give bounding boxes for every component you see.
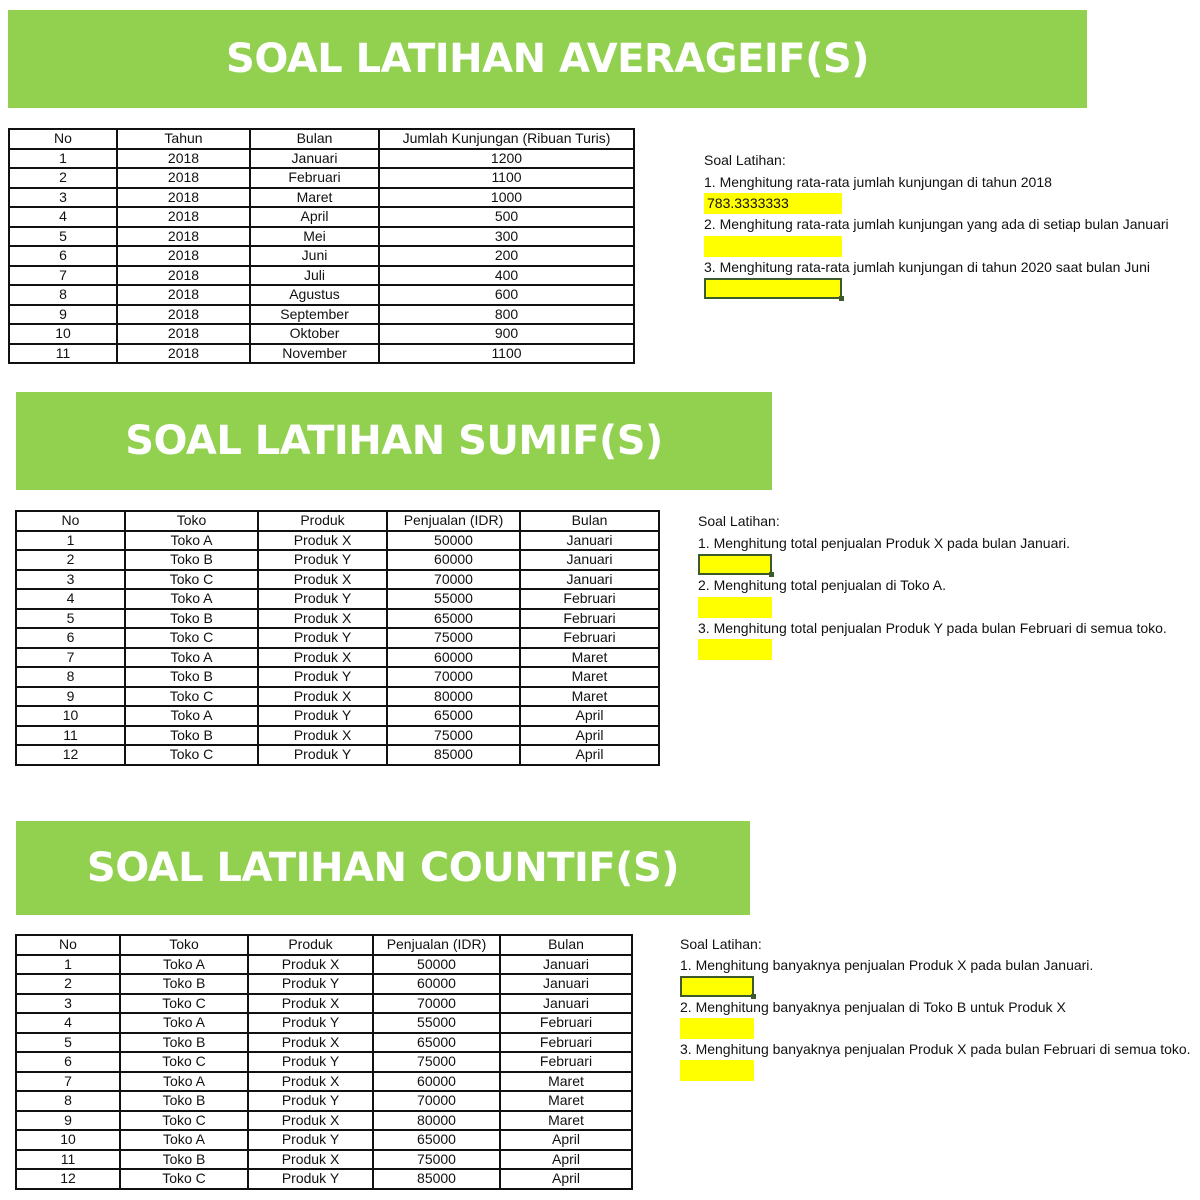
cell-penjualan[interactable]: 50000 <box>373 955 500 975</box>
table-row <box>16 1052 632 1072</box>
cell-produk[interactable]: Produk X <box>248 1111 373 1131</box>
column-header-bulan[interactable]: Bulan <box>250 129 379 149</box>
table-row <box>16 628 659 648</box>
cell-bulan[interactable]: Januari <box>250 149 379 169</box>
cell-bulan[interactable]: April <box>520 726 659 746</box>
cell-toko[interactable]: Toko C <box>120 1111 248 1131</box>
table-row <box>9 285 634 305</box>
column-header-toko[interactable]: Toko <box>120 935 248 955</box>
cell-no[interactable]: 6 <box>16 1052 120 1072</box>
cell-no[interactable]: 8 <box>16 1091 120 1111</box>
cell-toko[interactable]: Toko A <box>125 589 258 609</box>
cell-penjualan[interactable]: 55000 <box>387 589 520 609</box>
question-1: 1. Menghitung total penjualan Produk X pada bulan Januari. <box>698 534 1071 551</box>
table-row <box>16 1130 632 1150</box>
cell-no[interactable]: 3 <box>16 994 120 1014</box>
question-1: 1. Menghitung banyaknya penjualan Produk X pada bulan Januari. <box>680 957 1094 973</box>
cell-toko[interactable]: Toko C <box>125 628 258 648</box>
cell-bulan[interactable]: Oktober <box>250 324 379 344</box>
cell-toko[interactable]: Toko B <box>120 1150 248 1170</box>
cell-jumlah[interactable]: 600 <box>379 285 634 305</box>
cell-penjualan[interactable]: 70000 <box>373 1091 500 1111</box>
cell-bulan[interactable]: April <box>500 1169 632 1189</box>
table-row <box>16 1013 632 1033</box>
cell-no[interactable]: 2 <box>16 974 120 994</box>
cell-toko[interactable]: Toko B <box>125 667 258 687</box>
cell-bulan[interactable]: April <box>500 1130 632 1150</box>
cell-no[interactable]: 1 <box>16 955 120 975</box>
table-row <box>16 974 632 994</box>
cell-tahun[interactable]: 2018 <box>117 285 250 305</box>
cell-no[interactable]: 5 <box>16 609 125 629</box>
cell-toko[interactable]: Toko A <box>120 1072 248 1092</box>
cell-produk[interactable]: Produk Y <box>258 706 387 726</box>
cell-no[interactable]: 9 <box>16 687 125 707</box>
averageif-title: SOAL LATIHAN AVERAGEIF(S) <box>226 36 869 82</box>
sumif-title-banner <box>16 392 772 490</box>
cell-penjualan[interactable]: 85000 <box>387 745 520 765</box>
cell-bulan[interactable]: Januari <box>500 974 632 994</box>
cell-toko[interactable]: Toko A <box>120 1130 248 1150</box>
column-header-no[interactable]: No <box>9 129 117 149</box>
cell-no[interactable]: 7 <box>16 648 125 668</box>
cell-no[interactable]: 2 <box>9 168 117 188</box>
answer-cell-2[interactable] <box>680 1018 754 1039</box>
cell-bulan[interactable]: Februari <box>250 168 379 188</box>
averageif-table-viewport <box>8 128 638 377</box>
column-header-penjualan[interactable]: Penjualan (IDR) <box>387 511 520 531</box>
cell-toko[interactable]: Toko B <box>120 1091 248 1111</box>
table-row <box>16 994 632 1014</box>
cell-bulan[interactable]: Maret <box>520 667 659 687</box>
cell-no[interactable]: 12 <box>16 1169 120 1189</box>
cell-tahun[interactable]: 2018 <box>117 227 250 247</box>
cell-produk[interactable]: Produk Y <box>248 974 373 994</box>
cell-no[interactable]: 12 <box>16 745 125 765</box>
questions-title: Soal Latihan: <box>698 513 780 529</box>
cell-produk[interactable]: Produk Y <box>258 589 387 609</box>
cell-jumlah[interactable]: 800 <box>379 305 634 325</box>
questions-title: Soal Latihan: <box>680 936 762 952</box>
question-2: 2. Menghitung rata-rata jumlah kunjungan yang ada di setiap bulan Januari <box>704 216 1169 232</box>
table-row <box>9 149 634 169</box>
cell-tahun[interactable]: 2018 <box>117 305 250 325</box>
cell-bulan[interactable]: Februari <box>500 1033 632 1053</box>
cell-no[interactable]: 6 <box>16 628 125 648</box>
averageif-title-banner <box>8 10 1087 108</box>
table-row <box>16 706 659 726</box>
sumif-title: SOAL LATIHAN SUMIF(S) <box>125 418 663 464</box>
cell-toko[interactable]: Toko A <box>125 706 258 726</box>
cell-toko[interactable]: Toko C <box>120 994 248 1014</box>
cell-jumlah[interactable]: 1100 <box>379 344 634 364</box>
cell-no[interactable]: 9 <box>16 1111 120 1131</box>
cell-bulan[interactable]: Maret <box>520 687 659 707</box>
cell-no[interactable]: 5 <box>9 227 117 247</box>
cell-produk[interactable]: Produk X <box>258 726 387 746</box>
question-1: 1. Menghitung rata-rata jumlah kunjungan di tahun 2018 <box>704 173 1052 190</box>
table-row <box>16 687 659 707</box>
cell-penjualan[interactable]: 70000 <box>387 570 520 590</box>
cell-jumlah[interactable]: 1200 <box>379 149 634 169</box>
cell-no[interactable]: 11 <box>16 726 125 746</box>
cell-tahun[interactable]: 2018 <box>117 168 250 188</box>
cell-jumlah[interactable]: 400 <box>379 266 634 286</box>
column-header-jumlah-kunjungan[interactable]: Jumlah Kunjungan (Ribuan Turis) <box>379 129 634 149</box>
sumif-table <box>15 510 660 766</box>
cell-tahun[interactable]: 2018 <box>117 207 250 227</box>
cell-produk[interactable]: Produk X <box>248 1072 373 1092</box>
cell-bulan[interactable]: Februari <box>520 589 659 609</box>
answer-cell-3[interactable] <box>680 1060 754 1081</box>
cell-no[interactable]: 11 <box>16 1150 120 1170</box>
cell-no[interactable]: 11 <box>9 344 117 364</box>
cell-toko[interactable]: Toko B <box>125 726 258 746</box>
table-row <box>16 609 659 629</box>
cell-bulan[interactable]: April <box>520 706 659 726</box>
sumif-questions <box>698 511 1167 660</box>
cell-bulan[interactable]: April <box>500 1150 632 1170</box>
cell-toko[interactable]: Toko A <box>120 1013 248 1033</box>
cell-tahun[interactable]: 2018 <box>117 188 250 208</box>
table-row <box>9 305 634 325</box>
question-3: 3. Menghitung banyaknya penjualan Produk X pada bulan Februari di semua toko. <box>680 1041 1191 1057</box>
cell-produk[interactable]: Produk X <box>248 994 373 1014</box>
countif-table-viewport <box>15 934 635 1200</box>
cell-tahun[interactable]: 2018 <box>117 149 250 169</box>
cell-toko[interactable]: Toko B <box>120 974 248 994</box>
cell-produk[interactable]: Produk Y <box>248 1052 373 1072</box>
cell-bulan[interactable]: Maret <box>520 648 659 668</box>
cell-no[interactable]: 4 <box>9 207 117 227</box>
table-row <box>9 246 634 266</box>
cell-toko[interactable]: Toko A <box>125 531 258 551</box>
question-2: 2. Menghitung banyaknya penjualan di Toko B untuk Produk X <box>680 999 1066 1015</box>
cell-bulan[interactable]: Februari <box>520 609 659 629</box>
table-row <box>16 1072 632 1092</box>
answer-cell-3-selected[interactable] <box>704 278 842 299</box>
question-2: 2. Menghitung total penjualan di Toko A. <box>698 577 947 593</box>
cell-penjualan[interactable]: 75000 <box>373 1052 500 1072</box>
answer-cell-1-selected[interactable] <box>680 976 754 997</box>
cell-penjualan[interactable]: 60000 <box>373 1072 500 1092</box>
cell-produk[interactable]: Produk Y <box>248 1091 373 1111</box>
table-row <box>9 168 634 188</box>
cell-tahun[interactable]: 2018 <box>117 344 250 364</box>
column-header-toko[interactable]: Toko <box>125 511 258 531</box>
column-header-bulan[interactable]: Bulan <box>500 935 632 955</box>
cell-toko[interactable]: Toko A <box>125 648 258 668</box>
cell-no[interactable]: 7 <box>16 1072 120 1092</box>
table-row <box>9 207 634 227</box>
cell-produk[interactable]: Produk X <box>258 687 387 707</box>
cell-penjualan[interactable]: 60000 <box>387 648 520 668</box>
cell-penjualan[interactable]: 70000 <box>387 667 520 687</box>
averageif-questions <box>704 150 1169 299</box>
cell-toko[interactable]: Toko C <box>125 745 258 765</box>
cell-tahun[interactable]: 2018 <box>117 324 250 344</box>
answer-cell-1-selected[interactable] <box>698 554 772 575</box>
cell-bulan[interactable]: Maret <box>500 1111 632 1131</box>
table-row <box>16 955 632 975</box>
countif-title: SOAL LATIHAN COUNTIF(S) <box>86 845 680 891</box>
cell-bulan[interactable]: Januari <box>520 531 659 551</box>
cell-produk[interactable]: Produk Y <box>248 1130 373 1150</box>
column-header-no[interactable]: No <box>16 511 125 531</box>
cell-bulan[interactable]: Mei <box>250 227 379 247</box>
table-row <box>16 1150 632 1170</box>
cell-produk[interactable]: Produk X <box>258 531 387 551</box>
questions-title: Soal Latihan: <box>704 152 786 168</box>
cell-penjualan[interactable]: 55000 <box>373 1013 500 1033</box>
cell-bulan[interactable]: Agustus <box>250 285 379 305</box>
question-3: 3. Menghitung rata-rata jumlah kunjungan di tahun 2020 saat bulan Juni <box>704 258 1150 275</box>
cell-bulan[interactable]: April <box>520 745 659 765</box>
question-3: 3. Menghitung total penjualan Produk Y pada bulan Februari di semua toko. <box>698 619 1167 636</box>
cell-jumlah[interactable]: 1000 <box>379 188 634 208</box>
cell-no[interactable]: 9 <box>9 305 117 325</box>
cell-penjualan[interactable]: 80000 <box>387 687 520 707</box>
table-row <box>16 550 659 570</box>
cell-penjualan[interactable]: 60000 <box>387 550 520 570</box>
cell-bulan[interactable]: Maret <box>250 188 379 208</box>
table-row <box>16 648 659 668</box>
table-row <box>16 531 659 551</box>
cell-tahun[interactable]: 2018 <box>117 266 250 286</box>
table-row <box>16 1091 632 1111</box>
cell-no[interactable]: 2 <box>16 550 125 570</box>
table-row <box>9 266 634 286</box>
cell-bulan[interactable]: Februari <box>500 1052 632 1072</box>
cell-no[interactable]: 6 <box>9 246 117 266</box>
cell-produk[interactable]: Produk Y <box>248 1169 373 1189</box>
cell-penjualan[interactable]: 60000 <box>373 974 500 994</box>
cell-toko[interactable]: Toko A <box>120 955 248 975</box>
cell-toko[interactable]: Toko B <box>125 609 258 629</box>
cell-bulan[interactable]: September <box>250 305 379 325</box>
table-row <box>9 344 634 364</box>
answer-cell-2[interactable] <box>704 236 842 257</box>
cell-produk[interactable]: Produk X <box>248 1150 373 1170</box>
cell-no[interactable]: 10 <box>16 1130 120 1150</box>
cell-bulan[interactable]: November <box>250 344 379 364</box>
cell-bulan[interactable]: Juli <box>250 266 379 286</box>
cell-toko[interactable]: Toko B <box>125 550 258 570</box>
cell-produk[interactable]: Produk Y <box>258 550 387 570</box>
table-row <box>16 589 659 609</box>
cell-penjualan[interactable]: 65000 <box>373 1033 500 1053</box>
cell-no[interactable]: 3 <box>16 570 125 590</box>
cell-no[interactable]: 5 <box>16 1033 120 1053</box>
cell-no[interactable]: 10 <box>9 324 117 344</box>
cell-toko[interactable]: Toko C <box>125 687 258 707</box>
cell-no[interactable]: 8 <box>9 285 117 305</box>
table-row <box>16 570 659 590</box>
column-header-penjualan[interactable]: Penjualan (IDR) <box>373 935 500 955</box>
table-header-row <box>9 129 634 149</box>
cell-bulan[interactable]: Januari <box>520 550 659 570</box>
table-row <box>9 227 634 247</box>
cell-penjualan[interactable]: 75000 <box>387 726 520 746</box>
answer-cell-1[interactable]: 783.3333333 <box>704 193 842 214</box>
answer-cell-2[interactable] <box>698 597 772 618</box>
table-row <box>16 1111 632 1131</box>
cell-produk[interactable]: Produk Y <box>258 628 387 648</box>
table-header-row <box>16 511 659 531</box>
cell-penjualan[interactable]: 85000 <box>373 1169 500 1189</box>
cell-no[interactable]: 7 <box>9 266 117 286</box>
column-header-produk[interactable]: Produk <box>248 935 373 955</box>
table-row <box>16 1169 632 1189</box>
cell-tahun[interactable]: 2018 <box>117 246 250 266</box>
cell-penjualan[interactable]: 80000 <box>373 1111 500 1131</box>
cell-bulan[interactable]: April <box>250 207 379 227</box>
cell-produk[interactable]: Produk Y <box>258 667 387 687</box>
table-row <box>16 745 659 765</box>
table-row <box>16 667 659 687</box>
cell-penjualan[interactable]: 65000 <box>373 1130 500 1150</box>
cell-bulan[interactable]: Juni <box>250 246 379 266</box>
table-row <box>9 188 634 208</box>
cell-no[interactable]: 3 <box>9 188 117 208</box>
cell-jumlah[interactable]: 300 <box>379 227 634 247</box>
table-header-row <box>16 935 632 955</box>
cell-produk[interactable]: Produk Y <box>248 1013 373 1033</box>
cell-bulan[interactable]: Januari <box>500 955 632 975</box>
cell-toko[interactable]: Toko C <box>125 570 258 590</box>
cell-jumlah[interactable]: 900 <box>379 324 634 344</box>
cell-produk[interactable]: Produk X <box>258 648 387 668</box>
cell-bulan[interactable]: Maret <box>500 1091 632 1111</box>
cell-no[interactable]: 8 <box>16 667 125 687</box>
cell-no[interactable]: 1 <box>16 531 125 551</box>
cell-no[interactable]: 4 <box>16 1013 120 1033</box>
countif-questions <box>680 934 1191 1081</box>
cell-no[interactable]: 4 <box>16 589 125 609</box>
cell-no[interactable]: 1 <box>9 149 117 169</box>
cell-bulan[interactable]: Februari <box>520 628 659 648</box>
cell-bulan[interactable]: Januari <box>520 570 659 590</box>
cell-jumlah[interactable]: 200 <box>379 246 634 266</box>
cell-penjualan[interactable]: 50000 <box>387 531 520 551</box>
column-header-produk[interactable]: Produk <box>258 511 387 531</box>
column-header-no[interactable]: No <box>16 935 120 955</box>
table-row <box>16 1033 632 1053</box>
column-header-tahun[interactable]: Tahun <box>117 129 250 149</box>
cell-penjualan[interactable]: 75000 <box>373 1150 500 1170</box>
cell-penjualan[interactable]: 70000 <box>373 994 500 1014</box>
table-row <box>16 726 659 746</box>
cell-produk[interactable]: Produk Y <box>258 745 387 765</box>
cell-no[interactable]: 10 <box>16 706 125 726</box>
cell-produk[interactable]: Produk X <box>258 570 387 590</box>
cell-bulan[interactable]: Maret <box>500 1072 632 1092</box>
cell-penjualan[interactable]: 75000 <box>387 628 520 648</box>
cell-bulan[interactable]: Januari <box>500 994 632 1014</box>
cell-toko[interactable]: Toko C <box>120 1169 248 1189</box>
table-row <box>9 324 634 344</box>
column-header-bulan[interactable]: Bulan <box>520 511 659 531</box>
answer-cell-3[interactable] <box>698 639 772 660</box>
cell-toko[interactable]: Toko B <box>120 1033 248 1053</box>
cell-toko[interactable]: Toko C <box>120 1052 248 1072</box>
cell-produk[interactable]: Produk X <box>248 1033 373 1053</box>
cell-penjualan[interactable]: 65000 <box>387 706 520 726</box>
cell-produk[interactable]: Produk X <box>248 955 373 975</box>
cell-penjualan[interactable]: 65000 <box>387 609 520 629</box>
cell-bulan[interactable]: Februari <box>500 1013 632 1033</box>
cell-jumlah[interactable]: 500 <box>379 207 634 227</box>
cell-jumlah[interactable]: 1100 <box>379 168 634 188</box>
averageif-table <box>8 128 635 364</box>
countif-title-banner <box>16 821 750 915</box>
cell-produk[interactable]: Produk X <box>258 609 387 629</box>
countif-table <box>15 934 633 1190</box>
